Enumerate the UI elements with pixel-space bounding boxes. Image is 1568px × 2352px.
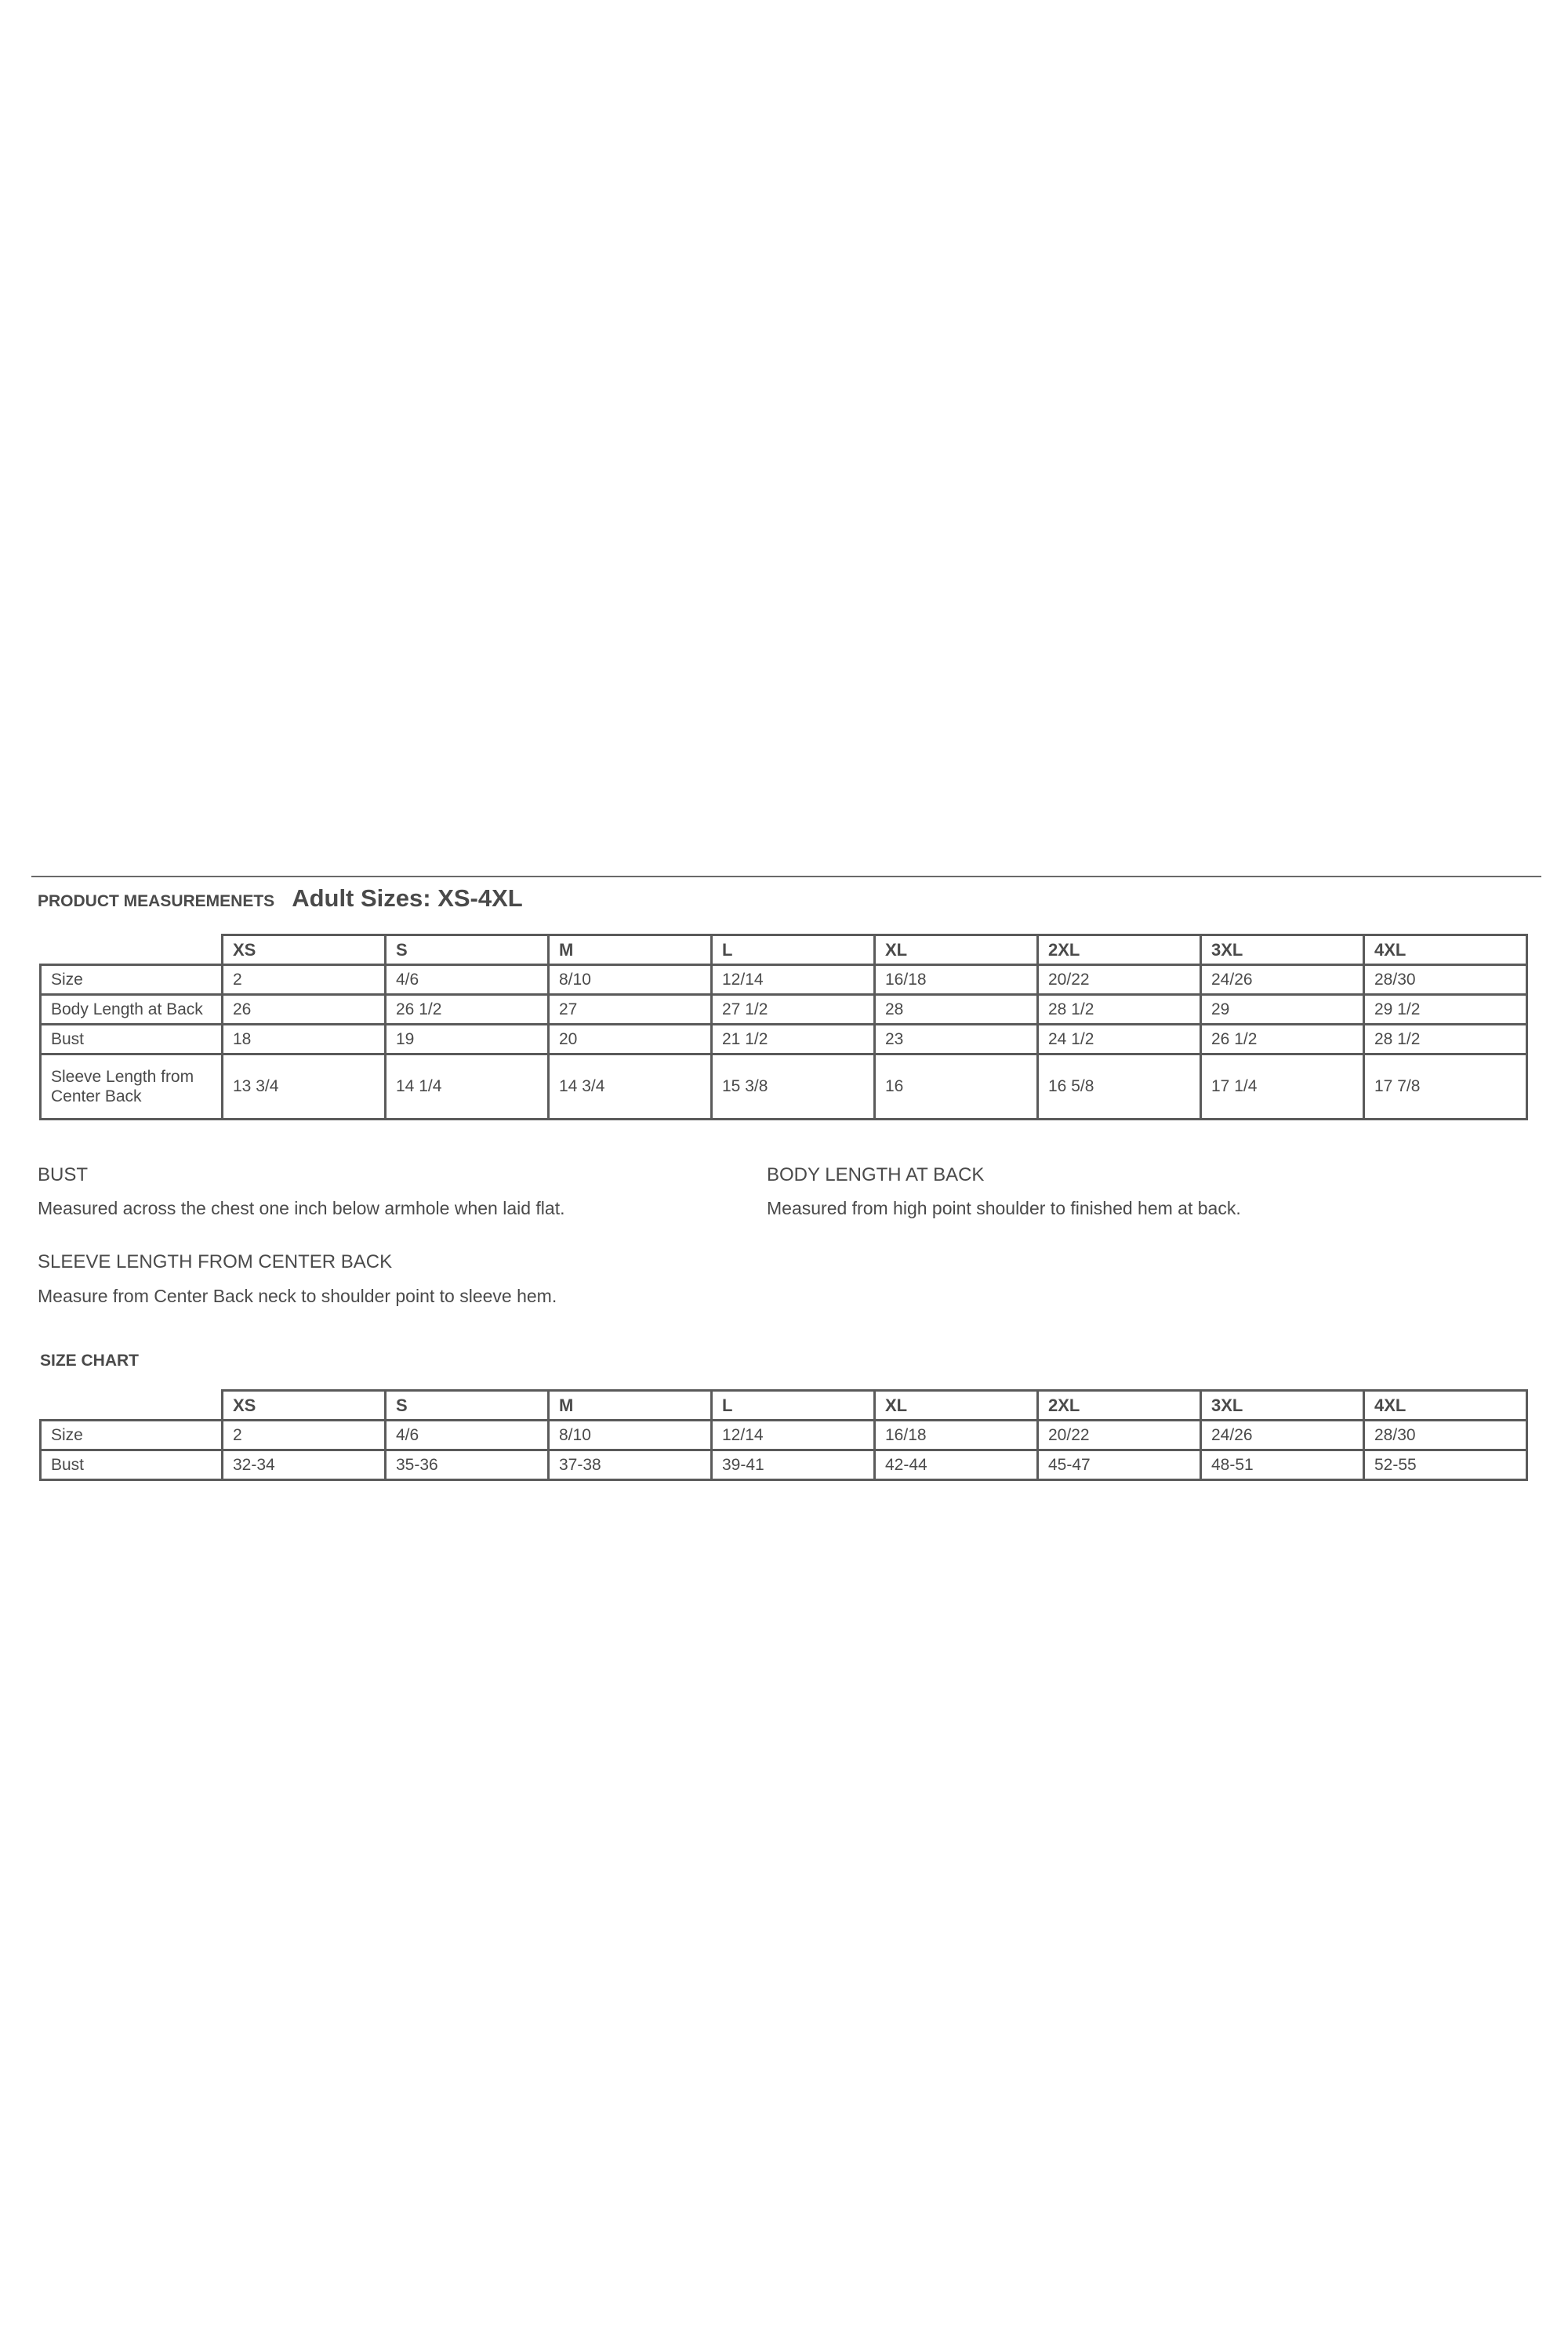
page-title: Adult Sizes: XS-4XL xyxy=(292,884,523,912)
size-chart-title: SIZE CHART xyxy=(40,1352,139,1370)
table-cell: 42-44 xyxy=(875,1450,1038,1480)
measurements-heading xyxy=(38,884,523,919)
table-cell: 32-34 xyxy=(223,1450,386,1480)
table-cell: 18 xyxy=(223,1025,386,1054)
table-cell: 52-55 xyxy=(1364,1450,1527,1480)
column-header: 3XL xyxy=(1201,1391,1364,1421)
row-label: Bust xyxy=(41,1450,223,1480)
row-label: Size xyxy=(41,965,223,995)
column-header: XS xyxy=(223,935,386,965)
table-cell: 37-38 xyxy=(549,1450,712,1480)
table-cell: 16/18 xyxy=(875,1421,1038,1450)
row-label: Sleeve Length from Center Back xyxy=(41,1054,223,1120)
column-header: 2XL xyxy=(1038,935,1201,965)
bust-note-text: Measured across the chest one inch below armhole when laid flat. xyxy=(38,1198,565,1218)
table-cell: 16/18 xyxy=(875,965,1038,995)
table-row xyxy=(41,1450,1527,1480)
body-length-note-title: BODY LENGTH AT BACK xyxy=(767,1164,985,1185)
table-cell: 16 xyxy=(875,1054,1038,1120)
table-cell: 16 5/8 xyxy=(1038,1054,1201,1120)
table-cell: 26 1/2 xyxy=(386,995,549,1025)
table-cell: 14 1/4 xyxy=(386,1054,549,1120)
table-cell: 15 3/8 xyxy=(712,1054,875,1120)
sleeve-length-note-text: Measure from Center Back neck to shoulder point to sleeve hem. xyxy=(38,1286,557,1306)
table-cell: 8/10 xyxy=(549,1421,712,1450)
table-cell: 17 7/8 xyxy=(1364,1054,1527,1120)
table-cell: 26 xyxy=(223,995,386,1025)
column-header: XL xyxy=(875,935,1038,965)
column-header: 4XL xyxy=(1364,1391,1527,1421)
table-cell: 29 1/2 xyxy=(1364,995,1527,1025)
column-header: XL xyxy=(875,1391,1038,1421)
table-cell: 4/6 xyxy=(386,1421,549,1450)
column-header: S xyxy=(386,1391,549,1421)
column-header: L xyxy=(712,935,875,965)
size-chart-table xyxy=(39,1389,1528,1481)
row-label: Size xyxy=(41,1421,223,1450)
table-cell: 28/30 xyxy=(1364,1421,1527,1450)
measurements-table xyxy=(39,934,1528,1120)
column-header: S xyxy=(386,935,549,965)
table-cell: 12/14 xyxy=(712,965,875,995)
table-cell: 39-41 xyxy=(712,1450,875,1480)
table-cell: 14 3/4 xyxy=(549,1054,712,1120)
table-row xyxy=(41,1421,1527,1450)
table-cell: 17 1/4 xyxy=(1201,1054,1364,1120)
table-cell: 28 xyxy=(875,995,1038,1025)
column-header: XS xyxy=(223,1391,386,1421)
column-header: 4XL xyxy=(1364,935,1527,965)
table-header-row xyxy=(41,1391,1527,1421)
table-cell: 24/26 xyxy=(1201,965,1364,995)
sleeve-length-note-title: SLEEVE LENGTH FROM CENTER BACK xyxy=(38,1251,393,1272)
column-header: 2XL xyxy=(1038,1391,1201,1421)
table-cell: 20/22 xyxy=(1038,965,1201,995)
top-divider xyxy=(31,876,1541,877)
row-label: Body Length at Back xyxy=(41,995,223,1025)
table-cell: 20 xyxy=(549,1025,712,1054)
table-cell: 28/30 xyxy=(1364,965,1527,995)
table-cell: 28 1/2 xyxy=(1038,995,1201,1025)
table-cell: 8/10 xyxy=(549,965,712,995)
table-cell: 28 1/2 xyxy=(1364,1025,1527,1054)
table-row xyxy=(41,1025,1527,1054)
row-label: Bust xyxy=(41,1025,223,1054)
table-cell: 2 xyxy=(223,965,386,995)
table-corner xyxy=(41,1391,223,1421)
table-row xyxy=(41,995,1527,1025)
column-header: M xyxy=(549,935,712,965)
table-cell: 12/14 xyxy=(712,1421,875,1450)
table-row xyxy=(41,1054,1527,1120)
table-cell: 29 xyxy=(1201,995,1364,1025)
table-cell: 21 1/2 xyxy=(712,1025,875,1054)
table-row xyxy=(41,965,1527,995)
table-cell: 27 1/2 xyxy=(712,995,875,1025)
table-cell: 24/26 xyxy=(1201,1421,1364,1450)
table-cell: 2 xyxy=(223,1421,386,1450)
table-header-row xyxy=(41,935,1527,965)
table-cell: 13 3/4 xyxy=(223,1054,386,1120)
table-cell: 24 1/2 xyxy=(1038,1025,1201,1054)
measurements-label: PRODUCT MEASUREMENETS xyxy=(38,892,275,910)
bust-note-title: BUST xyxy=(38,1164,89,1185)
table-cell: 48-51 xyxy=(1201,1450,1364,1480)
table-cell: 27 xyxy=(549,995,712,1025)
column-header: L xyxy=(712,1391,875,1421)
table-cell: 45-47 xyxy=(1038,1450,1201,1480)
table-cell: 26 1/2 xyxy=(1201,1025,1364,1054)
table-cell: 19 xyxy=(386,1025,549,1054)
table-corner xyxy=(41,935,223,965)
table-cell: 4/6 xyxy=(386,965,549,995)
table-cell: 35-36 xyxy=(386,1450,549,1480)
column-header: 3XL xyxy=(1201,935,1364,965)
body-length-note-text: Measured from high point shoulder to finished hem at back. xyxy=(767,1198,1241,1218)
column-header: M xyxy=(549,1391,712,1421)
table-cell: 20/22 xyxy=(1038,1421,1201,1450)
table-cell: 23 xyxy=(875,1025,1038,1054)
